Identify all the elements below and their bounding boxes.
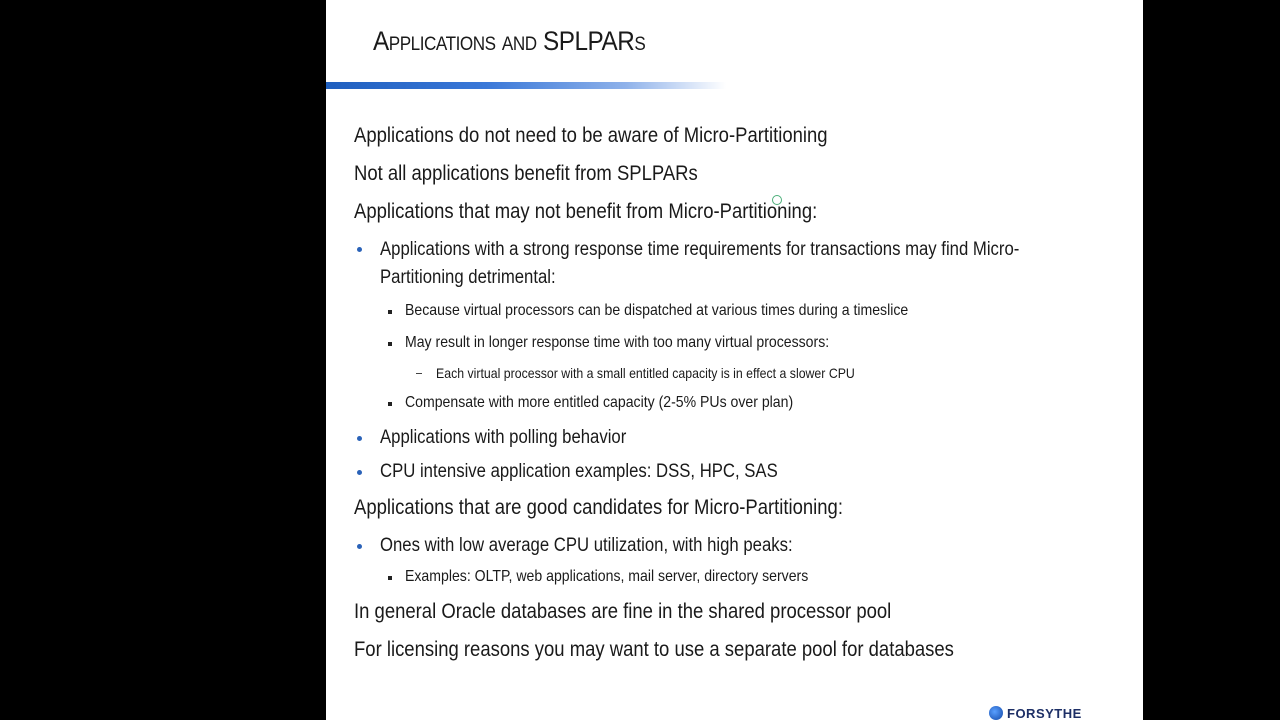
- bullet-square-icon: [388, 402, 392, 406]
- bullet-square-icon: [388, 342, 392, 346]
- line-12: Ones with low average CPU utilization, with high peaks:: [380, 535, 793, 556]
- logo-mark-icon: [989, 706, 1003, 720]
- logo-text: FORSYTHE: [1007, 705, 1082, 720]
- line-8: Compensate with more entitled capacity (2-5% PUs over plan): [405, 394, 794, 411]
- bullet-square-icon: [388, 576, 392, 580]
- line-5: Because virtual processors can be dispatched at various times during a timeslice: [405, 302, 909, 319]
- line-14: In general Oracle databases are fine in the shared processor pool: [354, 600, 892, 623]
- line-6: May result in longer response time with too many virtual processors:: [405, 334, 830, 351]
- slide: [326, 0, 1143, 720]
- forsythe-logo: [989, 706, 1082, 720]
- line-9: Applications with polling behavior: [380, 427, 627, 448]
- pointer-cursor-icon: [772, 195, 782, 205]
- bullet-square-icon: [388, 310, 392, 314]
- line-11: Applications that are good candidates for Micro-Partitioning:: [354, 496, 843, 519]
- line-13: Examples: OLTP, web applications, mail server, directory servers: [405, 568, 809, 585]
- line-3: Applications that may not benefit from Micro-Partitioning:: [354, 200, 818, 223]
- line-2: Not all applications benefit from SPLPARs: [354, 162, 698, 185]
- line-1: Applications do not need to be aware of Micro-Partitioning: [354, 124, 828, 147]
- line-7: Each virtual processor with a small entitled capacity is in effect a slower CPU: [436, 365, 855, 381]
- line-4-continued: Partitioning detrimental:: [380, 267, 556, 288]
- line-10: CPU intensive application examples: DSS, HPC, SAS: [380, 461, 778, 482]
- title-underline-bar: [326, 82, 726, 89]
- bullet-dash-icon: [416, 373, 422, 374]
- bullet-dot-icon: [357, 247, 362, 252]
- bullet-dot-icon: [357, 470, 362, 475]
- slide-title: Applications and SPLPARs: [373, 26, 646, 56]
- line-4: Applications with a strong response time requirements for transactions may find Micro-: [380, 239, 1020, 260]
- bullet-dot-icon: [357, 544, 362, 549]
- bullet-dot-icon: [357, 436, 362, 441]
- line-15: For licensing reasons you may want to use a separate pool for databases: [354, 638, 954, 661]
